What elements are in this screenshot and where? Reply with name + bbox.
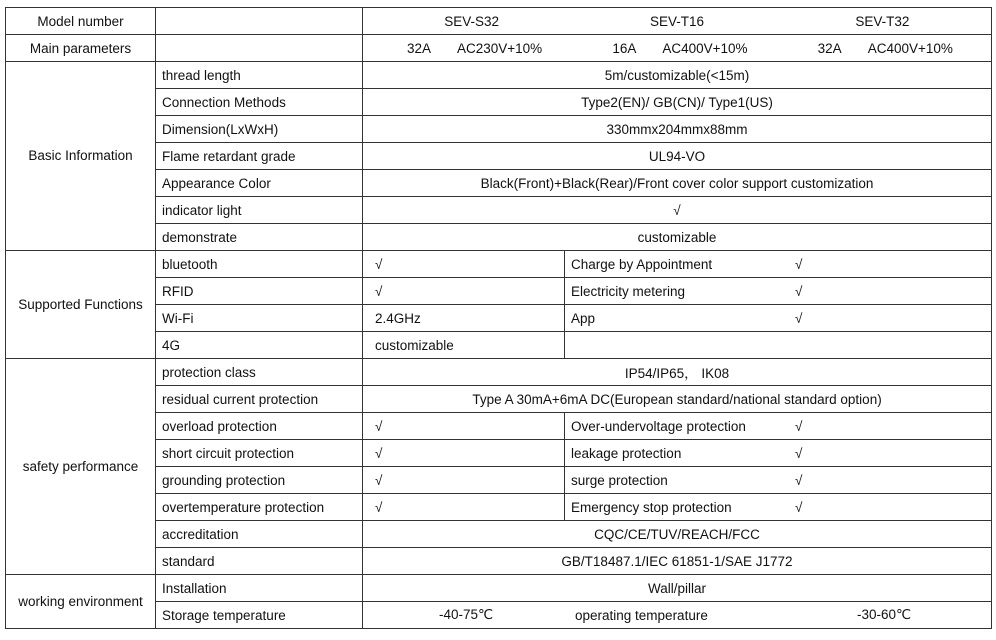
row-value: Wall/pillar (363, 575, 992, 602)
table-row (6, 575, 992, 602)
row-label: 4G (156, 332, 363, 359)
row-value: √ (363, 251, 565, 278)
row-label: residual current protection (156, 386, 363, 413)
row-value-2: √ (795, 472, 803, 488)
row-temperatures (363, 602, 992, 629)
group-functions: Supported Functions (6, 251, 156, 359)
row-label: Wi-Fi (156, 305, 363, 332)
group-safety: safety performance (6, 359, 156, 575)
empty-cell (156, 8, 363, 35)
row-label: Connection Methods (156, 89, 363, 116)
model-3: SEV-T32 (855, 13, 910, 29)
row-pair (565, 494, 992, 521)
model-2: SEV-T16 (650, 13, 705, 29)
param-current-1: 32A (406, 40, 431, 56)
param-voltage-3: AC400V+10% (867, 40, 953, 56)
row-label: short circuit protection (156, 440, 363, 467)
params-row (6, 35, 992, 62)
row-label: indicator light (156, 197, 363, 224)
row-value: IP54/IP65， IK08 (363, 359, 992, 386)
row-label: RFID (156, 278, 363, 305)
row-value: customizable (363, 332, 565, 359)
row-value: Type A 30mA+6mA DC(European standard/national standard option) (363, 386, 992, 413)
row-label-2: Emergency stop protection (571, 499, 732, 515)
row-value: Type2(EN)/ GB(CN)/ Type1(US) (363, 89, 992, 116)
row-label-2: Charge by Appointment (571, 256, 713, 272)
row-pair (565, 440, 992, 467)
group-basic: Basic Information (6, 62, 156, 251)
row-label: Appearance Color (156, 170, 363, 197)
row-label-2: Over-undervoltage protection (571, 418, 746, 434)
row-label-2: leakage protection (571, 445, 682, 461)
row-value-2: √ (795, 499, 803, 515)
row-value: 330mmx204mmx88mm (363, 116, 992, 143)
model-1: SEV-S32 (444, 13, 500, 29)
row-label: overtemperature protection (156, 494, 363, 521)
row-value: 2.4GHz (363, 305, 565, 332)
row-label-2: surge protection (571, 472, 668, 488)
row-value: √ (363, 278, 565, 305)
row-label: thread length (156, 62, 363, 89)
model-label: Model number (6, 8, 156, 35)
row-label-2: App (571, 310, 596, 326)
row-label: accreditation (156, 521, 363, 548)
row-pair (565, 413, 992, 440)
table-row (6, 359, 992, 386)
row-value-2: √ (795, 283, 803, 299)
row-label: grounding protection (156, 467, 363, 494)
row-value: CQC/CE/TUV/REACH/FCC (363, 521, 992, 548)
row-value: √ (363, 413, 565, 440)
param-current-2: 16A (612, 40, 637, 56)
row-pair (565, 332, 992, 359)
row-label-2: Electricity metering (571, 283, 686, 299)
param-voltage-1: AC230V+10% (457, 40, 543, 56)
spec-table (5, 7, 992, 629)
row-label: Flame retardant grade (156, 143, 363, 170)
row-value-2: √ (795, 418, 803, 434)
row-pair (565, 305, 992, 332)
model-values (363, 8, 992, 35)
group-environment: working environment (6, 575, 156, 629)
row-value: √ (363, 494, 565, 521)
operating-temp-label: operating temperature (575, 607, 708, 623)
row-value: √ (363, 197, 992, 224)
row-value: GB/T18487.1/IEC 61851-1/SAE J1772 (363, 548, 992, 575)
empty-cell (156, 35, 363, 62)
row-value-2: √ (795, 256, 803, 272)
table-row (6, 251, 992, 278)
row-label: Storage temperature (156, 602, 363, 629)
table-row (6, 62, 992, 89)
param-voltage-2: AC400V+10% (662, 40, 748, 56)
row-pair (565, 467, 992, 494)
row-value-2: √ (795, 310, 803, 326)
row-value: UL94-VO (363, 143, 992, 170)
row-value: √ (363, 440, 565, 467)
row-label: standard (156, 548, 363, 575)
row-pair (565, 278, 992, 305)
params-values (363, 35, 992, 62)
row-label: overload protection (156, 413, 363, 440)
row-value: √ (363, 467, 565, 494)
params-label: Main parameters (6, 35, 156, 62)
row-label: Installation (156, 575, 363, 602)
row-value-2: √ (795, 445, 803, 461)
row-value: customizable (363, 224, 992, 251)
row-label: protection class (156, 359, 363, 386)
row-value: Black(Front)+Black(Rear)/Front cover color support customization (363, 170, 992, 197)
row-value: 5m/customizable(<15m) (363, 62, 992, 89)
row-label: bluetooth (156, 251, 363, 278)
row-pair (565, 251, 992, 278)
row-label: Dimension(LxWxH) (156, 116, 363, 143)
row-label: demonstrate (156, 224, 363, 251)
param-current-3: 32A (817, 40, 842, 56)
operating-temp-value: -30-60℃ (857, 607, 912, 622)
storage-temp-value: -40-75℃ (439, 607, 494, 622)
model-row (6, 8, 992, 35)
